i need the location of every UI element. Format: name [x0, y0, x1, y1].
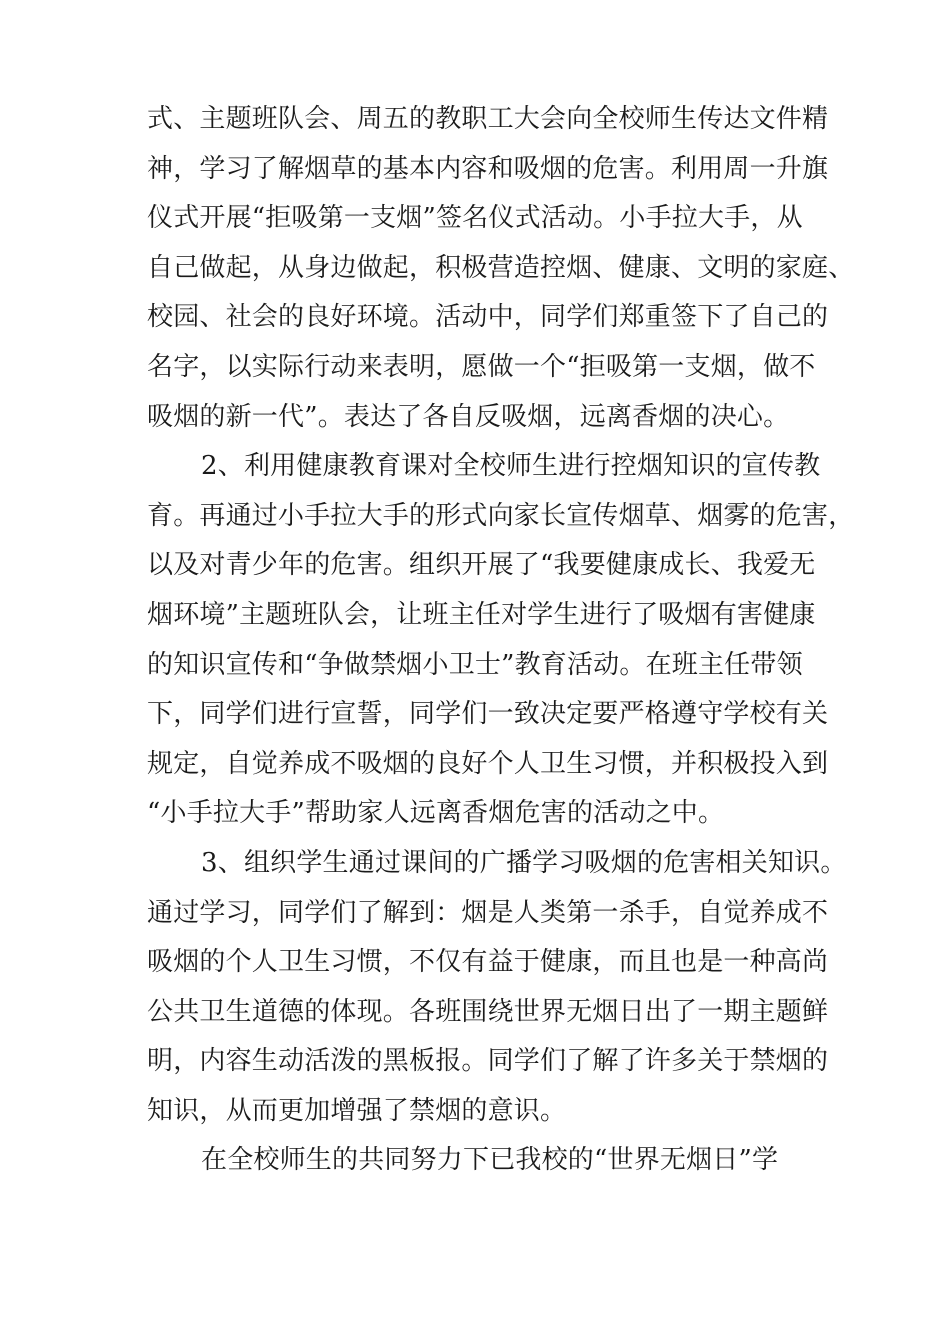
text-line: 烟环境”主题班队会，让班主任对学生进行了吸烟有害健康 [147, 599, 816, 630]
text-line: 明，内容生动活泼的黑板报。同学们了解了许多关于禁烟的 [147, 1046, 829, 1077]
paragraph-start-line: 在全校师生的共同努力下已我校的“世界无烟日”学 [201, 1145, 779, 1176]
text-line: 校园、社会的良好环境。活动中，同学们郑重签下了自己的 [147, 302, 829, 333]
paragraph-start-line: 3、组织学生通过课间的广播学习吸烟的危害相关知识。 [201, 847, 847, 878]
text-line: 吸烟的新一代”。表达了各自反吸烟，远离香烟的决心。 [147, 401, 790, 432]
text-line: 吸烟的个人卫生习惯，不仅有益于健康，而且也是一种高尚 [147, 947, 829, 978]
text-line: 知识，从而更加增强了禁烟的意识。 [147, 1095, 567, 1126]
text-line: 仪式开展“拒吸第一支烟”签名仪式活动。小手拉大手，从 [147, 203, 803, 234]
text-line: 式、主题班队会、周五的教职工大会向全校师生传达文件精 [147, 104, 829, 134]
text-line: 规定，自觉养成不吸烟的良好个人卫生习惯，并积极投入到 [147, 748, 829, 779]
text-line: 公共卫生道德的体现。各班围绕世界无烟日出了一期主题鲜 [147, 996, 829, 1027]
text-line: 下，同学们进行宣誓，同学们一致决定要严格遵守学校有关 [147, 699, 829, 730]
text-line: 自己做起，从身边做起，积极营造控烟、健康、文明的家庭、 [147, 252, 855, 283]
body-text [147, 95, 855, 1186]
text-line: 的知识宣传和“争做禁烟小卫士”教育活动。在班主任带领 [147, 649, 803, 680]
text-line: 神，学习了解烟草的基本内容和吸烟的危害。利用周一升旗 [147, 153, 829, 184]
text-line: 育。再通过小手拉大手的形式向家长宣传烟草、烟雾的危害， [147, 500, 855, 531]
text-line: 以及对青少年的危害。组织开展了“我要健康成长、我爱无 [147, 550, 816, 581]
text-line: 名字，以实际行动来表明，愿做一个“拒吸第一支烟，做不 [147, 351, 816, 382]
text-line: 通过学习，同学们了解到：烟是人类第一杀手，自觉养成不 [147, 897, 829, 928]
paragraph-start-line: 2、利用健康教育课对全校师生进行控烟知识的宣传教 [201, 451, 821, 482]
text-line: “小手拉大手”帮助家人远离香烟危害的活动之中。 [147, 798, 725, 829]
